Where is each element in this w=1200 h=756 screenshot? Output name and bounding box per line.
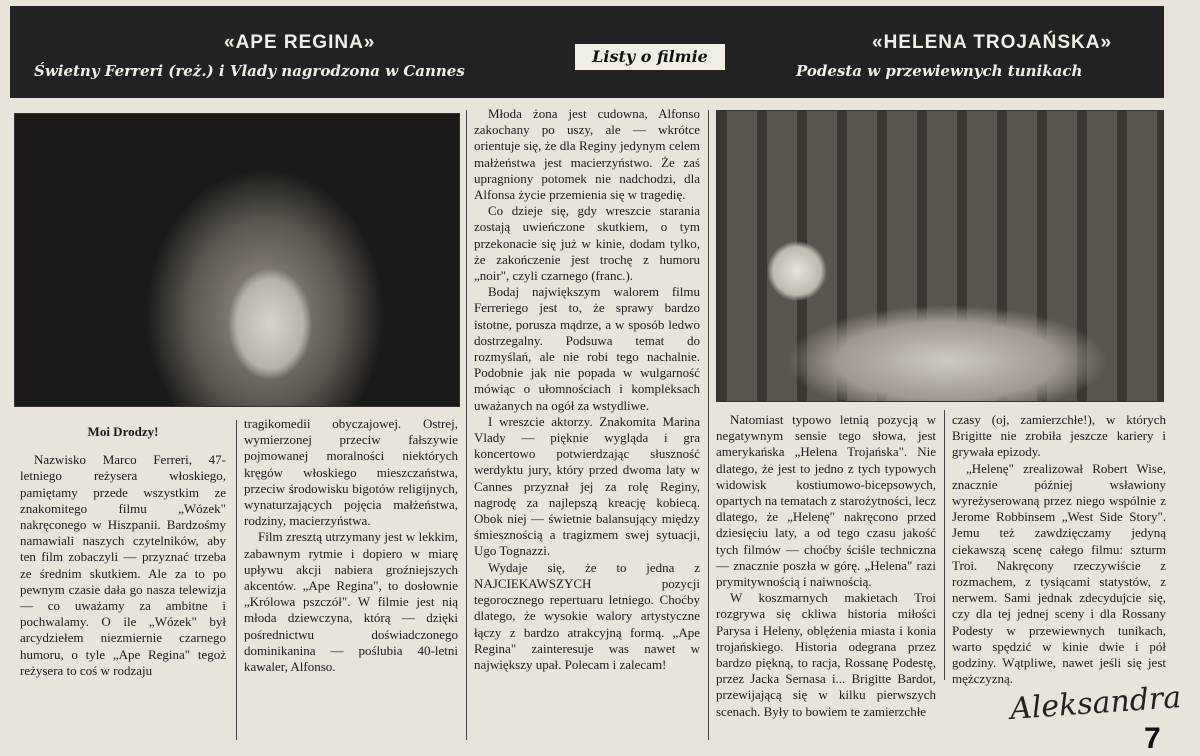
article-column-4 [716,412,936,720]
right-film-subtitle: Podesta w przewiewnych tunikach [796,62,1083,80]
paragraph: I wreszcie aktorzy. Znakomita Marina Vlady — pięknie wygląda i gra koncertowo potwierdzając słuszność werdyktu jury, który przed dwoma laty w Cannes przyznał jej za rolę Reginy, nagrodę za najlepszą kreację kobiecą. Obok niej — świetnie balansujący między śmiesznością a tragizmem swej sytuacji, Ugo Tognazzi. [474,413,700,559]
greeting-heading: Moi Drodzy! [87,424,159,439]
paragraph: Film zresztą utrzymany jest w lekkim, zabawnym rytmie i dopiero w miarę upływu akcji nabiera groźniejszych akcentów. „Ape Regina", to dosłownie „Królowa pszczół". W filmie jest nią młoda dziewczyna, którą — dzięki pośrednictwu doświadczonego dominikanina — poślubia 40-letni kawaler, Alfonso. [244,529,458,675]
paragraph: Wydaje się, że to jedna z NAJCIEKAWSZYCH pozycji tegorocznego repertuaru letniego. Choćby dlatego, że wysokie walory artystyczne łączy z bardzo atrakcyjną formą. „Ape Regina" zainteresuje was nawet w największy upał. Polecam i zalecam! [474,559,700,672]
left-film-title: «APE REGINA» [224,32,376,53]
paragraph: Natomiast typowo letnią pozycją w negatywnym sensie tego słowa, jest amerykańska „Helena Trojańska". Nie dlatego, że jest to jedno z tych typowych widowisk kostiumowo-bicepsowych, opartych na tematach z starożytności, lecz dlatego, że „Helenę" nakręcono przed dziesięciu laty, a od tego czasu jakość tych filmów — choćby ściśle techniczna — znacznie poszła w górę. „Helena" razi prymitywnością i naiwnością. [716,412,936,590]
column-divider [466,110,467,740]
left-film-subtitle: Świetny Ferreri (reż.) i Vlady nagrodzona w Cannes [34,62,465,80]
paragraph: Co dzieje się, gdy wreszcie starania zostają uwieńczone skutkiem, o tym przekonacie się już w kinie, dodam tylko, że zakończenie jest trochę z humoru „noir", czyli czarnego (franc.). [474,203,700,284]
paragraph: tragikomedii obyczajowej. Ostrej, wymierzonej przeciw fałszywie pojmowanej moralności niektórych kręgów włoskiego mieszczaństwa, przeciw środowisku bigotów religijnych, wynaturzających pojęcia małżeństwa, rodziny, macierzyństwa. [244,416,458,529]
article-column-5 [952,412,1166,687]
paragraph: Młoda żona jest cudowna, Alfonso zakochany po uszy, ale — wkrótce orientuje się, że dla Reginy jedynym celem małżeństwa jest macierzyństwo. Że zaś upragniony potomek nie nadchodzi, dla Alfonsa życie przemienia się w tragedię. [474,106,700,203]
paragraph: Bodaj największym walorem filmu Ferreriego jest to, że sprawy bardzo istotne, porusza mądrze, a w sposób ledwo dostrzegalny. Podsuwa temat do rozmyślań, ale nie robi tego nachalnie. Podobnie jak nie popada w wulgarność mówiąc o ułomnościach i kompleksach uważanych na ogół za wstydliwe. [474,284,700,413]
column-divider [708,110,709,740]
column-divider [944,410,945,680]
section-tag: Listy o filmie [575,44,725,70]
right-film-title: «HELENA TROJAŃSKA» [872,32,1113,53]
article-column-3 [474,106,700,673]
page-number: 7 [1144,722,1161,755]
author-signature: Aleksandra [1008,680,1183,727]
header-banner [10,6,1164,98]
paragraph: Nazwisko Marco Ferreri, 47-letniego reżysera włoskiego, pamiętamy przede wszystkim ze znakomitego filmu „Wózek" nakręconego w Hiszpanii. Bardzośmy namawiali naszych czytelników, aby ten film zobaczyli — przyznać trzeba ze średnim skutkiem. Ale za to po pewnym czasie dała go nasza telewizja — co uważamy za ambitne i pochwalamy. O ile „Wózek" był arcydziełem niezmiernie czarnego humoru, o tyle „Ape Regina" tegoż reżysera to coś w rodzaju [20,452,226,678]
article-column-1 [20,424,226,679]
marina-vlady-photo [14,113,460,407]
rossana-podesta-photo [716,110,1164,402]
paragraph: W koszmarnych makietach Troi rozgrywa się ckliwa historia miłości Parysa i Heleny, oblężenia miasta i konia trojańskiego. Historia odegrana przez bardzo piękną, to racja, Rossanę Podestę, przez Jacka Sernasa i... Brigitte Bardot, przewijającą się w kilku pierwszych scenach. Były to bowiem te zamierzchłe [716,590,936,719]
article-column-2 [244,416,458,675]
paragraph: czasy (oj, zamierzchłe!), w których Brigitte nie zrobiła jeszcze kariery i grywała epizody. [952,412,1166,460]
column-divider [236,420,237,740]
paragraph: „Helenę" zrealizował Robert Wise, znacznie później wsławiony wyreżyserowaną przez niego wspólnie z Jerome Robbinsem „West Side Story". Jemu też zawdzięczamy jedyną ciekawszą scenę całego filmu: szturm Troi. Nakręcony rzeczywiście z rozmachem, z tysiącami statystów, z nerwem. Sami jednak zdecydujcie się, czy dla tej jednej sceny i dla Rossany Podesty w przewiewnych tunikach, warto spędzić w kinie dwie i pół godziny. Wątpliwe, nawet jeśli się jest mężczyzną. [952,460,1166,687]
